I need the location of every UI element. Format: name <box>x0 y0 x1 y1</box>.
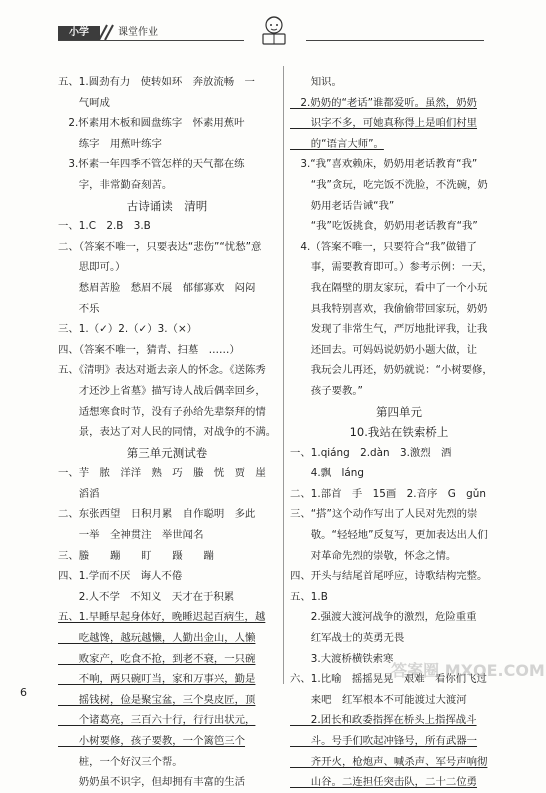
header-level-tag: 小学 <box>58 26 100 40</box>
text-line: 一举 全神贯注 举世闻名 <box>58 529 204 542</box>
unit-heading: 第四单元 <box>376 404 422 419</box>
text-line: 识字不多，可她真称得上是咱们村里 <box>290 117 478 130</box>
text-line: 山谷。二连担任突击队，二十二位勇 <box>290 776 478 789</box>
text-line: 二、1.部首 手 15画 2.音序 G gǔn <box>290 487 486 500</box>
text-line: 红军战士的英勇无畏 <box>290 632 405 645</box>
text-line: 五、《清明》表达对逝去亲人的怀念。《送陈秀 <box>58 364 266 377</box>
page-number: 6 <box>20 686 27 699</box>
text-line: 3.大渡桥横铁索寒 <box>290 652 394 665</box>
text-line: 我在隔壁的朋友家玩，看中了一个小玩 <box>290 281 488 294</box>
text-line: 3.“我”喜欢赖床，奶奶用老话教育“我” <box>290 158 478 171</box>
text-line: 字，非常勤奋刻苦。 <box>58 178 173 191</box>
cross-mark: × <box>177 323 187 336</box>
text-line: 三、螣 蹦 盯 蹑 蹦 <box>58 549 214 562</box>
text-line: 还回去。可妈妈说奶奶小题大做，让 <box>290 343 478 356</box>
text-line: 斗。号手们吹起冲锋号，所有武器一 <box>290 735 478 747</box>
text-line: 发现了非常生气，严厉地批评我，让我 <box>290 323 488 336</box>
text-line: 摇钱树，俭是聚宝盆，三个臭皮匠，顶 <box>58 693 256 706</box>
text-line: 滔滔 <box>58 487 100 500</box>
text-line: 不乐 <box>58 302 100 315</box>
text-line: 思即可。） <box>58 261 126 274</box>
text-line: 2.怀素用木板和圆盘练字 怀素用蕉叶 <box>58 117 245 130</box>
text-line: 事，需要教育即可。）参考示例：一天， <box>290 261 493 274</box>
check-answer-line: 三、1.（✓）2.（✓）3.（×） <box>58 323 198 336</box>
text-line: 六、1.比喻 摇摇晃晃 艰难 看你们飞过 <box>290 673 487 686</box>
text-line: 才还沙上省墓》描写诗人战后偶幸回乡， <box>58 384 266 397</box>
text-line: 五、1.圆劲有力 使转如环 奔放流畅 一 <box>58 76 255 88</box>
text-line: 四、开头与结尾首尾呼应，诗歌结构完整。 <box>290 570 488 583</box>
text-line: “我”吃饭挑食，奶奶用老话教育“我” <box>290 220 478 233</box>
text-line: 四、（答案不唯一，猜青、扫墓 ……） <box>58 343 240 356</box>
left-column <box>58 72 276 793</box>
text-line: 四、1.学而不厌 诲人不倦 <box>58 570 183 583</box>
text-line: 三、“搭”这个动作写出了人民对先烈的崇 <box>290 508 478 521</box>
watermark-logo <box>391 630 545 700</box>
section-heading: 第三单元测试卷 <box>126 445 208 460</box>
text-line: 败家产，吃食不抢，到老不衰，一只碗 <box>58 652 256 665</box>
text-line: 齐开火，枪炮声、喊杀声、军号声响彻 <box>290 755 488 768</box>
text-line: 对革命先烈的崇敬，怀念之情。 <box>290 549 457 562</box>
text-line: 愁眉苦脸 愁眉不展 郁郁寡欢 闷闷 <box>58 281 256 294</box>
text-line: 二、（答案不唯一，只要表达“悲伤”“忧愁”意 <box>58 240 262 253</box>
text-line: 一、芋 脓 洋洋 熟 巧 螣 恍 贾 崖 <box>58 467 266 480</box>
text-line: 敬。“轻轻地”反复写，更加表达出人们 <box>290 529 488 542</box>
text-line: 2.强渡大渡河战争的激烈，危险重重 <box>290 611 477 624</box>
text-line: 五、1.早睡早起身体好，晚睡迟起百病生，越 <box>58 611 266 624</box>
text-line: 练字 用蕉叶练字 <box>58 137 162 150</box>
text-line: 气呵成 <box>58 96 110 109</box>
text-line: 的“语言大师”。 <box>290 137 384 150</box>
column-divider <box>283 66 284 684</box>
text-line: 3.怀素一年四季不管怎样的天气都在练 <box>58 158 245 171</box>
text-line: 知识。 <box>290 76 342 88</box>
text-line: “我”贪玩，吃完饭不洗脸，不洗碗，奶 <box>290 178 488 191</box>
header-title: 课堂作业 <box>118 27 158 38</box>
text-line: 奶用老话告诫“我” <box>290 199 395 212</box>
text-line: 具我特别喜欢，我偷偷带回家玩，奶奶 <box>290 302 488 315</box>
header-rule-left <box>58 40 244 41</box>
text-line: 来吧 红军根本不可能渡过大渡河 <box>290 693 467 706</box>
text-line: 4.飘 láng <box>290 467 364 480</box>
check-mark: ✓ <box>138 323 148 336</box>
text-line: 二、东张西望 日积月累 自作聪明 多此 <box>58 508 256 521</box>
text-line: 一、1.C 2.B 3.B <box>58 220 151 233</box>
text-line: 景，表达了对人民的同情，对战争的不满。 <box>58 426 277 439</box>
text-line: 小树要修，孩子要教，一个篱笆三个 <box>58 735 246 747</box>
text-line: 一、1.qiáng 2.dàn 3.激烈 酒 <box>290 446 452 459</box>
svg-text:答案圈 MXQE.COM: 答案圈 MXQE.COM <box>391 661 545 680</box>
text-line: 适想寒食时节，没有子孙给先辈祭拜的情 <box>58 405 266 418</box>
lesson-heading: 10.我站在铁索桥上 <box>349 425 449 440</box>
text-line: 2.团长和政委指挥在桥头上指挥战斗 <box>290 714 477 727</box>
text-line: 五、1.B <box>290 590 328 603</box>
text-line: 2.人不学 不知义 天才在于积累 <box>58 590 235 603</box>
text-line: 我玩会儿再还，奶奶就说：“小树要修， <box>290 364 493 377</box>
header-slash-icon <box>96 22 116 42</box>
text-line: 个诸葛亮，三百六十行，行行出状元， <box>58 714 256 727</box>
header-rule-right <box>306 40 484 41</box>
mascot-reading-icon <box>254 10 294 50</box>
text-line: 桩，一个好汉三个帮。 <box>58 755 183 768</box>
text-line: 孩子要教。” <box>290 384 363 397</box>
text-line: 奶奶虽不识字，但却拥有丰富的生活 <box>58 776 246 789</box>
check-mark: ✓ <box>99 323 108 336</box>
text-line: 不响，两只碗叮当，家和万事兴，勤是 <box>58 673 256 686</box>
text-line: 吃越馋，越玩越懒，人勤出金山，人懒 <box>58 632 256 645</box>
text-line: 4.（答案不唯一，只要符合“我”做错了 <box>290 240 477 253</box>
section-heading: 古诗诵读 清明 <box>126 198 208 213</box>
text-line: 2.奶奶的“老话”谁都爱听。虽然，奶奶 <box>290 96 477 109</box>
